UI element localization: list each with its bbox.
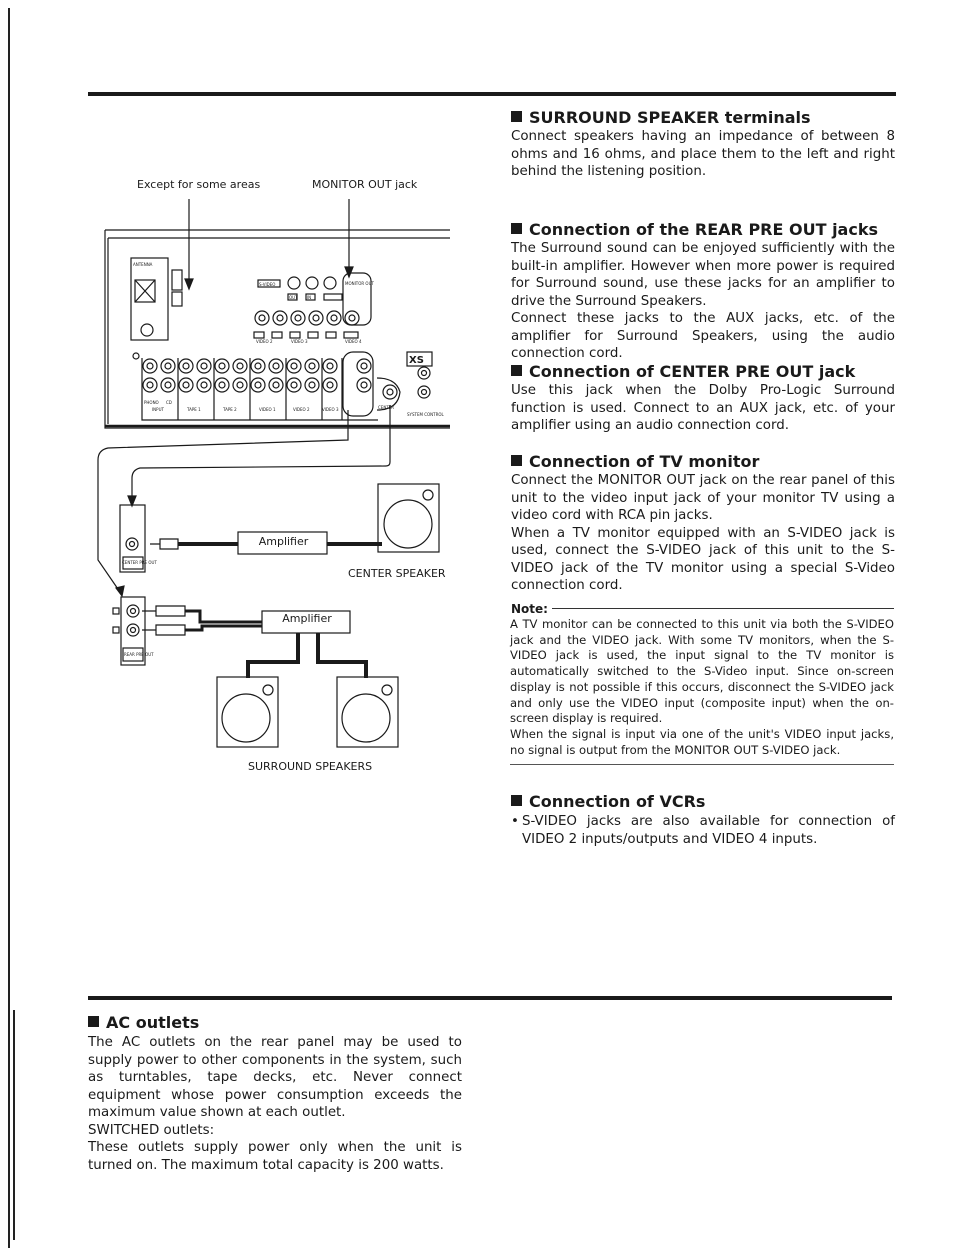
center-speaker-woofer-icon [384, 500, 432, 548]
rear-pre-out-tag: REAR PRE OUT [124, 652, 154, 657]
panel-label-video2-audio: VIDEO 2 [293, 407, 310, 412]
xs-logo: XS [409, 355, 424, 366]
center-cable [132, 405, 390, 500]
panel-label-video1: VIDEO 1 [259, 407, 276, 412]
paragraph: Connect the MONITOR OUT jack on the rear panel of this unit to the video input jack of your monitor TV using a video cord with RCA pin jacks. [511, 473, 895, 523]
switch-block [172, 270, 182, 290]
antenna-block [131, 258, 168, 340]
heading-text: Connection of TV monitor [529, 452, 760, 471]
system-control-jack-icon [418, 367, 430, 379]
bullet-dot-icon: • [511, 814, 519, 829]
surround-speakers-label: SURROUND SPEAKERS [248, 760, 373, 773]
paragraph: The AC outlets on the rear panel may be used to supply power to other components in the system, such as turntables, tape decks, etc. Never connect equipment whose power consumption exceeds the maximum value shown at each outlet. [88, 1035, 462, 1120]
rear-amplifier-label: Amplifier [282, 612, 332, 625]
surround-right-woofer-icon [342, 694, 390, 742]
note-label: Note: [511, 602, 552, 616]
center-speaker-tweeter-icon [423, 490, 433, 500]
rear-plugs [142, 606, 185, 635]
panel-label-tape1: TAPE 1 [187, 407, 201, 412]
panel-label-svideo: S-VIDEO [259, 282, 276, 287]
panel-label-cd: CD [166, 400, 172, 405]
paragraph: Use this jack when the Dolby Pro-Logic Surround function is used. Connect to an AUX jack, etc. of your amplifier using an audio connection cord. [511, 383, 895, 433]
panel-label-video2: VIDEO 2 [256, 339, 273, 344]
rear-pre-out-jack-icon [127, 605, 139, 617]
surround-right-tweeter-icon [382, 685, 392, 695]
paragraph: Connect these jacks to the AUX jacks, etc. of the amplifier for Surround Speakers, using the audio connection cord. [511, 311, 895, 361]
bullet-text: S-VIDEO jacks are also available for connection of VIDEO 2 inputs/outputs and VIDEO 4 inputs. [522, 814, 895, 847]
surround-left-tweeter-icon [263, 685, 273, 695]
panel-label-tape2: TAPE 2 [223, 407, 237, 412]
monitor-out-label: MONITOR OUT jack [312, 178, 418, 191]
svideo-jack-icon [306, 277, 318, 289]
fm-jack-icon [141, 324, 153, 336]
paragraph: These outlets supply power only when the unit is turned on. The maximum total capacity is 200 watts. [88, 1140, 462, 1173]
heading-text: Connection of the REAR PRE OUT jacks [529, 220, 878, 239]
heading-text: Connection of VCRs [529, 792, 706, 811]
panel-label-video3-audio: VIDEO 3 [322, 407, 339, 412]
rear-pre-out-jack-icon [127, 624, 139, 636]
paragraph: When a TV monitor equipped with an S-VIDEO jack is used, connect the S-VIDEO jack of this unit to the S-VIDEO jack of the TV monitor using a special S-Video connection cord. [511, 525, 895, 593]
panel-label-system-control: SYSTEM CONTROL [407, 412, 444, 417]
paragraph: Connect speakers having an impedance of between 8 ohms and 16 ohms, and place them to the left and right behind the listening position. [511, 129, 895, 179]
center-amplifier-label: Amplifier [258, 535, 309, 548]
panel-label-video3: VIDEO 3 [291, 339, 308, 344]
audio-jack-row-bottom [143, 378, 371, 392]
monitor-arrow-icon [345, 267, 353, 277]
rear-cable-arrow-icon [116, 586, 124, 596]
panel-label-video4: VIDEO 4 [345, 339, 362, 344]
center-speaker-cabinet [378, 484, 439, 552]
panel-label-antenna: ANTENNA [133, 262, 153, 267]
except-label: Except for some areas [137, 178, 261, 191]
heading-text: AC outlets [106, 1013, 200, 1032]
center-pre-out-jack-icon [126, 538, 138, 550]
note-paragraph: A TV monitor can be connected to this unit via both the S-VIDEO jack and the VIDEO jack. With some TV monitors, when the S-VIDEO jack is used, the input signal to the TV monitor is automatically switched to the S-Video input. Since on-screen display is not possible if this occurs, disconnect the S-VIDEO jack and only use the VIDEO input (composite input) when the on-screen display is required. [510, 617, 894, 726]
left-speaker-cord [248, 633, 298, 678]
panel-label-monitor-out: MONITOR OUT [345, 281, 374, 286]
panel-label-out: OUT [289, 295, 298, 300]
center-jack-icon [383, 385, 397, 399]
rear-cords [185, 611, 262, 630]
svideo-jack-icon [288, 277, 300, 289]
surround-left-woofer-icon [222, 694, 270, 742]
panel-label-input: INPUT [152, 407, 164, 412]
center-pre-out-tag: CENTER PRE OUT [122, 560, 157, 565]
note-paragraph: When the signal is input via one of the unit's VIDEO input jacks, no signal is output from the MONITOR OUT S-VIDEO jack. [510, 726, 894, 757]
panel-label-in: IN [307, 295, 312, 300]
center-plug [150, 539, 178, 549]
heading-text: Connection of CENTER PRE OUT jack [529, 362, 856, 381]
panel-label-center: CENTER [378, 405, 395, 410]
svideo-jack-icon [324, 277, 336, 289]
center-speaker-label: CENTER SPEAKER [348, 567, 446, 580]
except-arrow-icon [185, 279, 193, 289]
system-control-jack-icon [418, 386, 430, 398]
paragraph: The Surround sound can be enjoyed sufficiently with the built-in amplifier. However when more power is required for Surround sound, use these jacks for an amplifier to drive the Surround Speakers. [511, 241, 895, 309]
ground-terminal-icon [133, 353, 139, 359]
audio-jack-row-top [143, 359, 371, 373]
paragraph: SWITCHED outlets: [88, 1122, 215, 1138]
right-speaker-cord [318, 633, 366, 678]
heading-text: SURROUND SPEAKER terminals [529, 108, 811, 127]
panel-label-phono: PHONO [144, 400, 159, 405]
